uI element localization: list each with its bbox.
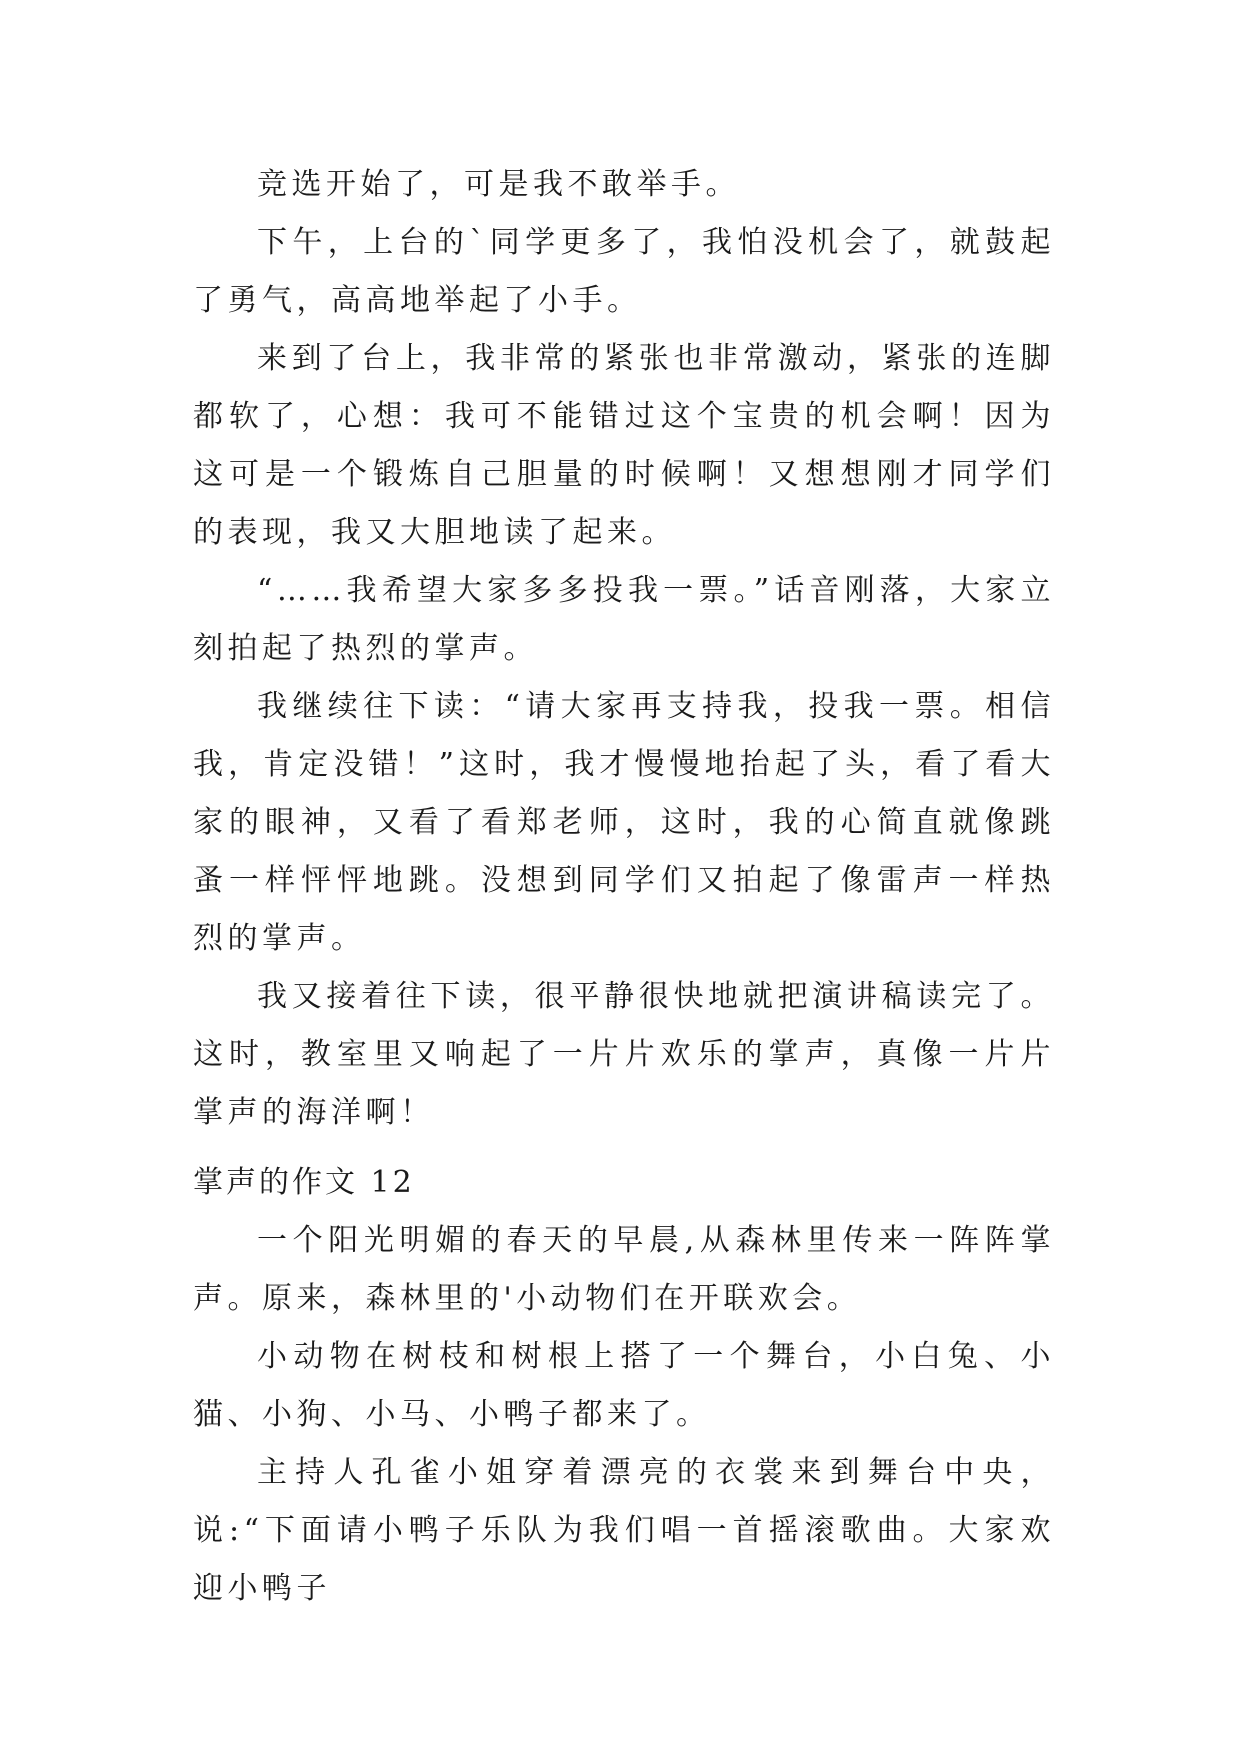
paragraph: 小动物在树枝和树根上搭了一个舞台，小白兔、小猫、小狗、小马、小鸭子都来了。	[193, 1339, 1055, 1432]
paragraph: 一个阳光明媚的春天的早晨,从森林里传来一阵阵掌声。原来，森林里的'小动物们在开联欢会。	[193, 1223, 1055, 1316]
paragraph: 竞选开始了，可是我不敢举手。	[257, 167, 740, 202]
paragraph: “……我希望大家多多投我一票。”话音刚落，大家立刻拍起了热烈的掌声。	[193, 573, 1055, 666]
paragraph: 下午，上台的`同学更多了，我怕没机会了，就鼓起了勇气，高高地举起了小手。	[193, 225, 1055, 318]
paragraph: 我继续往下读：“请大家再支持我，投我一票。相信我，肯定没错！”这时，我才慢慢地抬起了头，看了看大家的眼神，又看了看郑老师，这时，我的心简直就像跳蚤一样怦怦地跳。没想到同学们又拍起了像雷声一样热烈的掌声。	[193, 689, 1055, 956]
paragraph: 来到了台上，我非常的紧张也非常激动，紧张的连脚都软了，心想：我可不能错过这个宝贵的机会啊！因为这可是一个锻炼自己胆量的时候啊！又想想刚才同学们的表现，我又大胆地读了起来。	[193, 341, 1055, 550]
paragraph: 主持人孔雀小姐穿着漂亮的衣裳来到舞台中央，说:“下面请小鸭子乐队为我们唱一首摇滚歌曲。大家欢迎小鸭子	[193, 1455, 1055, 1606]
paragraph: 我又接着往下读，很平静很快地就把演讲稿读完了。这时，教室里又响起了一片片欢乐的掌声，真像一片片掌声的海洋啊！	[193, 979, 1055, 1130]
section-title: 掌声的作文 12	[193, 1165, 415, 1200]
essay-body-part1	[193, 156, 1055, 1142]
essay-body-part2	[193, 1212, 1055, 1618]
